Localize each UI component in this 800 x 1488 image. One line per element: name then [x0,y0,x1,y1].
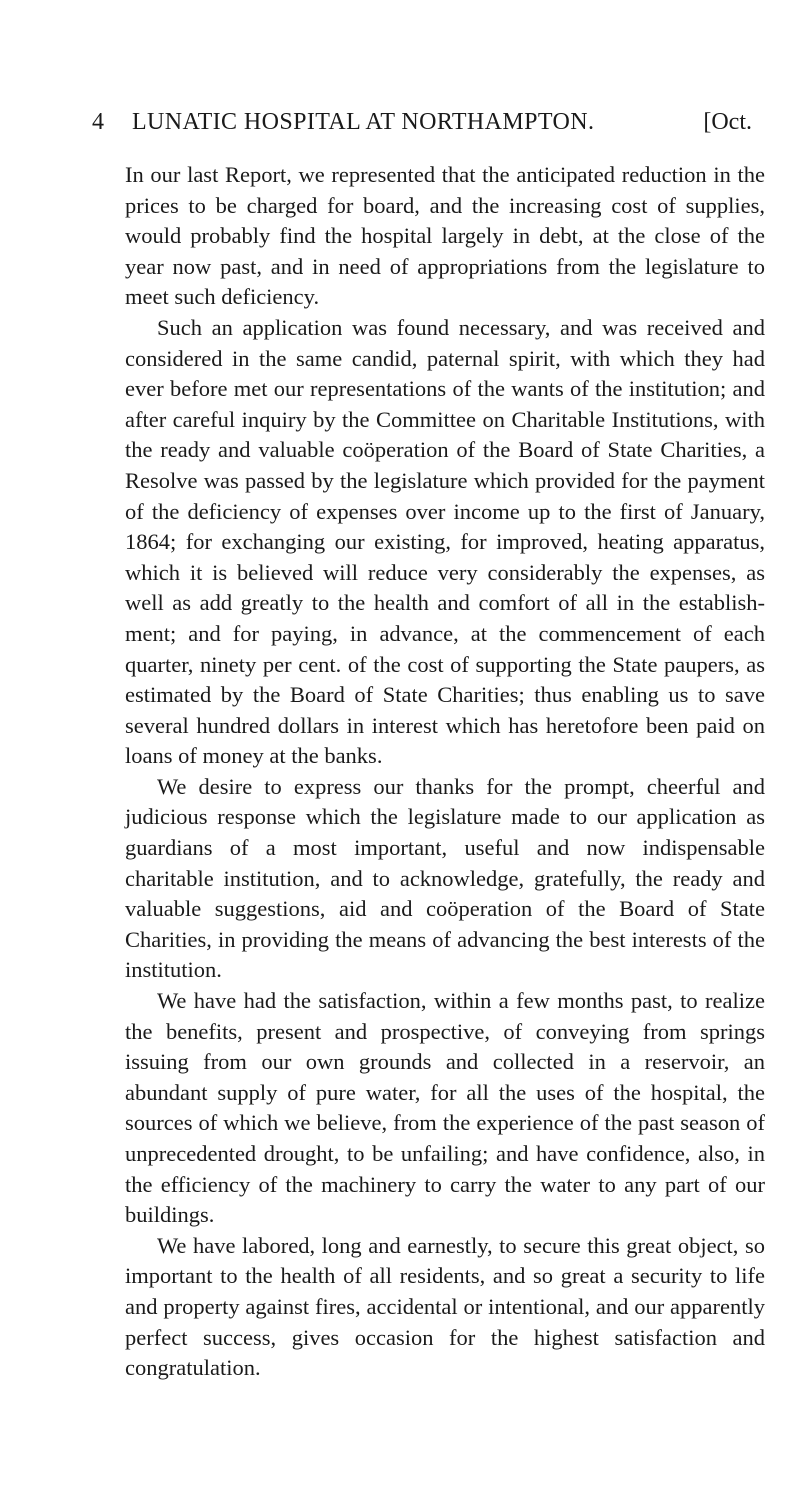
report-body [125,160,765,1384]
paragraph-application: Such an application was found necessary, and was received and considered in the same candid, paternal spirit, with which they had ever before met our representations of the wants of the institution; and after careful inquiry by the Committee on Charitable Institutions, with the ready and valuable coöperation of the Board of State Charities, a Resolve was passed by the legislature which provided for the payment of the deficiency of expenses over income up to the first of January, 1864; for exchanging our existing, for improved, heating apparatus, which it is believed will reduce very considerably the expenses, as well as add greatly to the health and comfort of all in the establishment; and for paying, in advance, at the commencement of each quarter, ninety per cent. of the cost of supporting the State paupers, as estimated by the Board of State Charities; thus enabling us to save several hundred dollars in interest which has heretofore been paid on loans of money at the banks. [125,314,765,769]
running-title: LUNATIC HOSPITAL AT NORTHAMPTON. [132,109,595,135]
paragraph-last-report: In our last Report, we represented that the anticipated reduction in the prices to be charged for board, and the increasing cost of supplies, would probably find the hospital largely in debt, at the close of the year now past, and in need of appropriations from the legislature to meet such deficiency. [125,162,765,310]
paragraph-labored: We have labored, long and earnestly, to secure this great object, so important to the health of all residents, and so great a security to life and property against fires, accidental or intentional, and our apparently perfect success, gives occasion for the highest satisfaction and congratulation. [125,1232,765,1381]
paragraph-thanks: We desire to express our thanks for the prompt, cheerful and judicious response which the legislature made to our application as guardians of a most important, useful and now indispensable charitable institution, and to acknowledge, gratefully, the ready and valuable suggestions, aid and coöperation of the Board of State Charities, in providing the means of advancing the best interests of the institution. [125,773,765,983]
paragraph-water-supply: We have had the satisfaction, within a few months past, to realize the benefits, present and prospective, of conveying from springs issuing from our own grounds and collected in a reservoir, an abundant supply of pure water, for all the uses of the hospital, the sources of which we believe, from the experience of the past season of unprecedented drought, to be unfailing; and have confidence, also, in the efficiency of the machinery to carry the water to any part of our buildings. [125,988,765,1228]
header-date: [Oct. [703,109,752,135]
page-number: 4 [92,109,104,135]
page-header [92,104,752,140]
